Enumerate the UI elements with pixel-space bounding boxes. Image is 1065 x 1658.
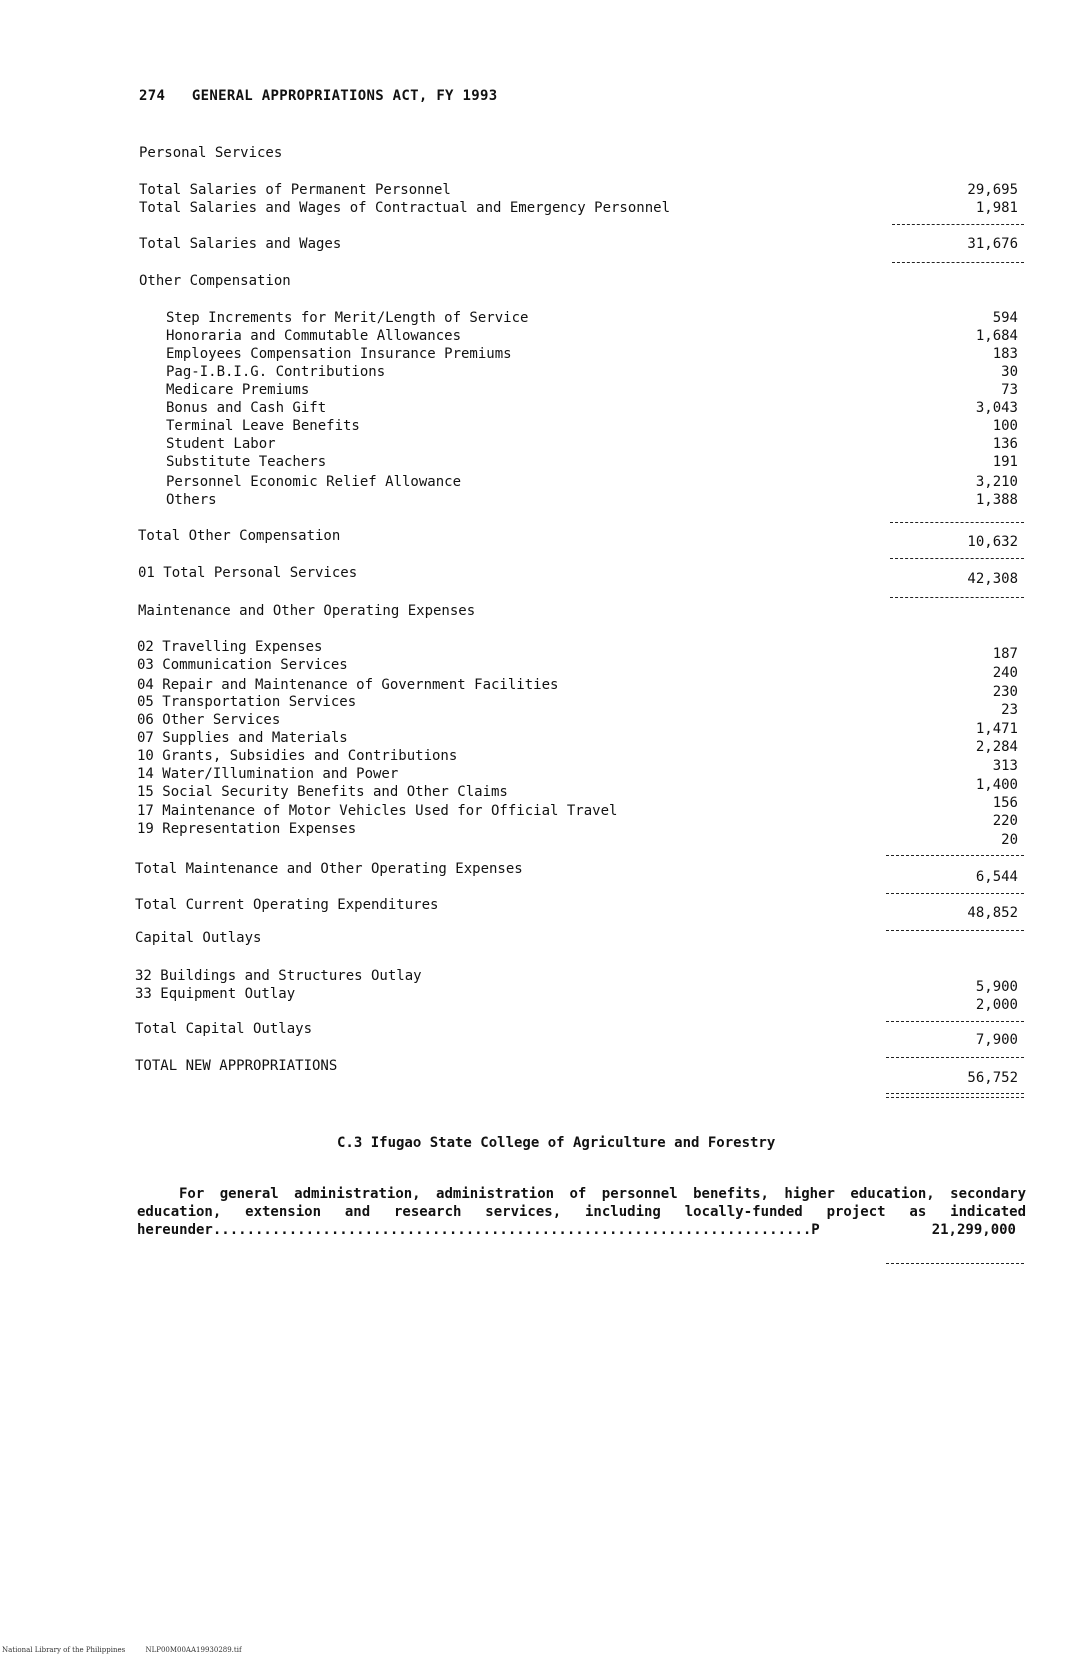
subtotal-value: 31,676 [967,236,1018,252]
line-item-label: 05 Transportation Services [137,694,357,710]
line-item-label: 03 Communication Services [137,657,348,673]
line-item-label: Substitute Teachers [166,454,327,470]
line-item-value: 594 [992,310,1018,326]
line-item-value: 73 [1001,382,1018,398]
line-item-value: 1,471 [975,721,1018,737]
subtotal-rule [886,855,1024,856]
line-item-value: 29,695 [967,182,1018,198]
subtotal-rule [886,1263,1024,1264]
line-item-value: 240 [992,665,1018,681]
subtotal-rule [892,262,1024,263]
subtotal-value: 6,544 [975,869,1018,885]
line-item-label: Student Labor [166,436,276,452]
line-item-value: 183 [992,346,1018,362]
subtotal-rule [886,893,1024,894]
mooe-heading: Maintenance and Other Operating Expenses [138,603,476,619]
total-label: 01 Total Personal Services [138,565,358,581]
line-item-value: 191 [992,454,1018,470]
appropriation-amount: 21,299,000 [931,1222,1016,1238]
file-name: NLP00M00AA19930289.tif [145,1646,242,1654]
line-item-value: 30 [1001,364,1018,380]
line-item-label: Step Increments for Merit/Length of Service [166,310,529,326]
capital-outlays-heading: Capital Outlays [135,930,262,946]
line-item-value: 2,284 [975,739,1018,755]
page-header [139,88,497,104]
line-item-label: 10 Grants, Subsidies and Contributions [137,748,458,764]
line-item-value: 156 [992,795,1018,811]
line-item-value: 3,043 [975,400,1018,416]
line-item-label: Honoraria and Commutable Allowances [166,328,462,344]
subtotal-value: 7,900 [975,1032,1018,1048]
line-item-value: 313 [992,758,1018,774]
personal-services-heading: Personal Services [139,145,283,161]
grand-total-value: 56,752 [967,1070,1018,1086]
line-item-label: Personnel Economic Relief Allowance [166,474,462,490]
library-credit: National Library of the Philippines [2,1646,126,1654]
subtotal-value: 10,632 [967,534,1018,550]
total-value: 42,308 [967,571,1018,587]
line-item-value: 230 [992,684,1018,700]
leader-label: hereunder.......................................................................P [137,1222,820,1238]
line-item-label: Total Salaries and Wages of Contractual and Emergency Personnel [139,200,671,216]
subtotal-rule [886,1057,1024,1058]
paragraph-last-line [137,1221,1026,1239]
line-item-label: 06 Other Services [137,712,281,728]
line-item-label: Others [166,492,217,508]
grand-total-label: TOTAL NEW APPROPRIATIONS [135,1058,338,1074]
subtotal-rule [890,558,1024,559]
subtotal-rule [890,522,1024,523]
subtotal-rule [890,597,1024,598]
line-item-value: 5,900 [975,979,1018,995]
line-item-value: 136 [992,436,1018,452]
page-number: 274 [139,88,166,104]
total-label: Total Current Operating Expenditures [135,897,439,913]
line-item-label: 33 Equipment Outlay [135,986,296,1002]
line-item-label: 32 Buildings and Structures Outlay [135,968,422,984]
subtotal-rule [886,930,1024,931]
paragraph-line: education, extension and research services, including locally-funded project as indicated [137,1204,1026,1220]
other-compensation-heading: Other Compensation [139,273,291,289]
line-item-label: 15 Social Security Benefits and Other Claims [137,784,508,800]
line-item-label: Terminal Leave Benefits [166,418,360,434]
subtotal-rule [892,224,1024,225]
paragraph-line: For general administration, administration of personnel benefits, higher education, secondary [179,1186,1026,1202]
subtotal-label: Total Salaries and Wages [139,236,342,252]
line-item-value: 100 [992,418,1018,434]
line-item-label: 04 Repair and Maintenance of Government Facilities [137,677,559,693]
line-item-label: 19 Representation Expenses [137,821,357,837]
subtotal-label: Total Maintenance and Other Operating Expenses [135,861,523,877]
line-item-label: Bonus and Cash Gift [166,400,327,416]
line-item-label: 07 Supplies and Materials [137,730,348,746]
subtotal-rule [886,1021,1024,1022]
line-item-value: 1,400 [975,777,1018,793]
line-item-value: 3,210 [975,474,1018,490]
line-item-label: Total Salaries of Permanent Personnel [139,182,451,198]
line-item-value: 2,000 [975,997,1018,1013]
line-item-value: 20 [1001,832,1018,848]
line-item-label: 02 Travelling Expenses [137,639,323,655]
line-item-label: Pag-I.B.I.G. Contributions [166,364,386,380]
line-item-label: Medicare Premiums [166,382,310,398]
scan-footer [2,1646,260,1654]
subtotal-label: Total Other Compensation [138,528,341,544]
line-item-value: 1,981 [975,200,1018,216]
line-item-label: 14 Water/Illumination and Power [137,766,399,782]
line-item-value: 187 [992,646,1018,662]
line-item-label: 17 Maintenance of Motor Vehicles Used for Official Travel [137,803,618,819]
double-rule [886,1093,1024,1098]
page-title: GENERAL APPROPRIATIONS ACT, FY 1993 [191,88,498,104]
subtotal-label: Total Capital Outlays [135,1021,313,1037]
total-value: 48,852 [967,905,1018,921]
line-item-value: 23 [1001,702,1018,718]
section-c3-paragraph [137,1185,1026,1239]
line-item-value: 220 [992,813,1018,829]
line-item-label: Employees Compensation Insurance Premiums [166,346,512,362]
line-item-value: 1,388 [975,492,1018,508]
line-item-value: 1,684 [975,328,1018,344]
section-c3-title: C.3 Ifugao State College of Agriculture and Forestry [337,1135,776,1151]
